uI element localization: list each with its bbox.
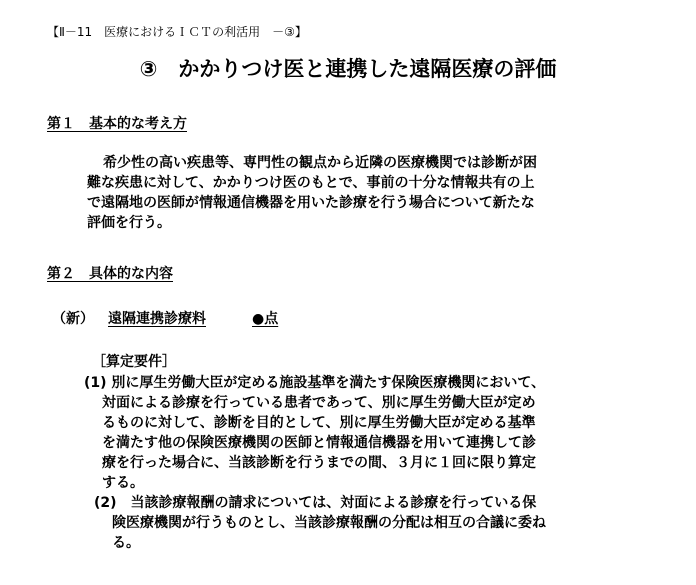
paragraph-line: 評価を行う。 <box>87 215 171 231</box>
section-1-heading <box>47 114 187 134</box>
requirements-list <box>84 373 664 553</box>
section-tag: 【Ⅱ－11 医療におけるＩＣＴの利活用 －③】 <box>47 25 307 39</box>
section-2-heading <box>47 264 173 284</box>
section-1-paragraph <box>87 153 647 233</box>
section-1-title: 基本的な考え方 <box>89 116 187 132</box>
requirement-line: 険医療機関が行うものとし、当該診療報酬の分配は相互の合議に委ね <box>112 515 546 531</box>
requirement-line: (1) 別に厚生労働大臣が定める施設基準を満たす保険医療機関において、 <box>84 375 546 391</box>
new-fee-item <box>52 309 278 329</box>
new-tag: （新） <box>52 311 94 327</box>
section-1-number: 第１ <box>47 116 75 132</box>
section-2-title: 具体的な内容 <box>89 266 173 282</box>
requirement-line: (2) 当該診療報酬の請求については、対面による診療を行っている保 <box>94 495 537 511</box>
paragraph-line: で遠隔地の医師が情報通信機器を用いた診療を行う場合について新たな <box>87 195 535 211</box>
requirement-line: 療を行った場合に、当該診断を行うまでの間、３月に１回に限り算定 <box>102 455 536 471</box>
fee-name: 遠隔連携診療料 <box>108 311 206 327</box>
requirement-number: (1) <box>84 375 107 391</box>
requirement-number: (2) <box>94 495 117 511</box>
requirement-item-2 <box>84 493 664 553</box>
requirement-line: を満たす他の保険医療機関の医師と情報通信機器を用いて連携して診 <box>102 435 536 451</box>
requirement-item-1 <box>84 373 664 493</box>
requirement-line: る。 <box>112 535 140 551</box>
page-title: ③ かかりつけ医と連携した遠隔医療の評価 <box>139 57 557 81</box>
section-2-number: 第２ <box>47 266 75 282</box>
paragraph-line: 希少性の高い疾患等、専門性の観点から近隣の医療機関では診断が困 <box>103 155 537 171</box>
fee-points: ●点 <box>252 311 279 327</box>
paragraph-line: 難な疾患に対して、かかりつけ医のもとで、事前の十分な情報共有の上 <box>87 175 535 191</box>
requirement-line: する。 <box>102 475 144 491</box>
requirements-heading: ［算定要件］ <box>92 354 176 370</box>
requirement-line: 対面による診療を行っている患者であって、別に厚生労働大臣が定め <box>102 395 536 411</box>
requirement-line: るものに対して、診断を目的として、別に厚生労働大臣が定める基準 <box>102 415 536 431</box>
